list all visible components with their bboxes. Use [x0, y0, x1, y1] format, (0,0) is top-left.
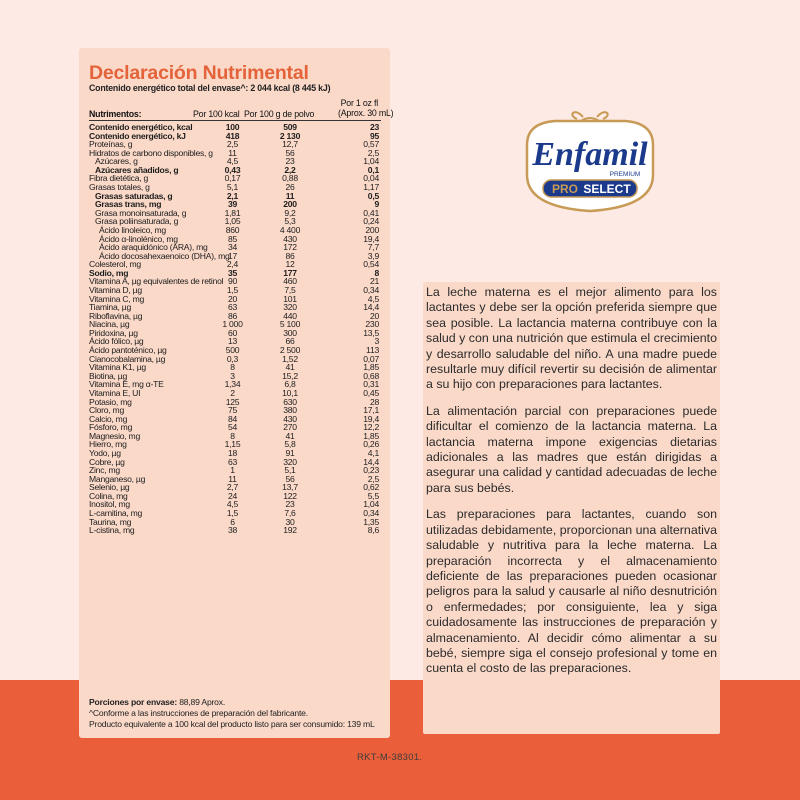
header-per-100kcal: Por 100 kcal [193, 109, 240, 119]
nutrient-name: Cloro, mg [89, 405, 124, 416]
value-per-100kcal: 100 [225, 122, 240, 132]
value-per-100g: 4 400 [279, 224, 301, 235]
nutrition-title: Declaración Nutrimental [89, 62, 309, 84]
nutrient-name: Contenido energético, kcal [89, 122, 193, 132]
value-per-100kcal: 5,1 [226, 182, 239, 193]
value-per-100kcal: 20 [227, 293, 238, 304]
nutrition-table [89, 123, 381, 535]
nutrient-name: Azúcares añadidos, g [95, 164, 179, 175]
header-divider [89, 120, 381, 121]
value-per-100g: 177 [283, 267, 297, 278]
servings-line [89, 697, 225, 707]
value-per-oz: 3 [374, 336, 379, 347]
value-per-oz: 0,68 [363, 370, 379, 381]
value-per-100g: 7,6 [284, 508, 296, 519]
value-per-100kcal: 4,5 [226, 499, 239, 510]
value-per-100kcal: 17 [227, 250, 238, 261]
value-per-oz: 2,5 [367, 147, 379, 158]
value-per-100kcal: 60 [227, 327, 238, 338]
value-per-oz: 1,85 [363, 362, 379, 373]
value-per-oz: 0,62 [363, 482, 379, 493]
value-per-oz: 0,31 [363, 379, 379, 390]
notice-paragraph-1: La leche materna es el mejor alimento para los lactantes y debe ser la opción preferida siempre que sea posible. La lactancia materna contribuye con la salud y con una nutrición que estimula el crecimiento y desarrollo saludable del niño. A una madre puede resultarle muy difícil revertir su decisión de alimentar a su hijo con preparaciones para lactantes. [426, 285, 717, 392]
value-per-oz: 13,5 [363, 327, 379, 338]
value-per-oz: 0,41 [363, 207, 379, 218]
nutrient-name: Sodio, mg [89, 267, 129, 278]
nutrient-name: L-cistina, mg [89, 525, 135, 536]
value-per-oz: 0,04 [363, 173, 379, 184]
logo-pro-text: PRO [551, 182, 579, 196]
value-per-oz: 0,34 [363, 284, 379, 295]
nutrient-name: Fósforo, mg [89, 422, 133, 433]
nutrient-name: Magnesio, mg [89, 430, 140, 441]
value-per-oz: 1,35 [363, 516, 379, 527]
value-per-100g: 172 [283, 242, 297, 253]
nutrient-name: Vitamina E, mg α-TE [89, 379, 164, 390]
value-per-100kcal: 85 [227, 233, 238, 244]
value-per-100g: 41 [285, 430, 295, 441]
value-per-oz: 14,4 [363, 302, 379, 313]
value-per-100g: 6,8 [284, 379, 296, 390]
value-per-oz: 0,26 [363, 439, 379, 450]
nutrient-name: Niacina, µg [89, 319, 130, 330]
value-per-100g: 2 130 [279, 130, 301, 141]
value-per-100kcal: 2,7 [226, 482, 239, 493]
value-per-100g: 13,7 [282, 482, 298, 493]
value-per-oz: 230 [365, 319, 379, 330]
value-per-100kcal: 35 [227, 267, 238, 278]
enfamil-logo [515, 105, 665, 215]
table-row [89, 509, 381, 518]
value-per-100kcal: 38 [227, 525, 238, 536]
value-per-100kcal: 1,81 [224, 207, 241, 218]
value-per-100g: 2 500 [279, 345, 301, 356]
header-per-oz-line1: Por 1 oz fl [340, 98, 378, 108]
nutrient-name: Grasas totales, g [89, 182, 150, 193]
value-per-100g: 30 [285, 516, 295, 527]
value-per-100g: 200 [283, 199, 297, 210]
value-per-100g: 91 [285, 447, 295, 458]
value-per-oz: 28 [369, 396, 379, 407]
nutrient-name: Proteínas, g [89, 139, 133, 150]
nutrient-name: Ácido fólico, µg [89, 336, 144, 347]
value-per-100g: 12,7 [282, 139, 298, 150]
equivalent-note: Producto equivalente a 100 kcal del producto listo para ser consumido: 139 mL [89, 719, 375, 729]
nutrient-name: Piridoxina, µg [89, 327, 138, 338]
value-per-oz: 23 [369, 122, 379, 132]
value-per-100g: 15,2 [282, 370, 298, 381]
nutrient-name: Cianocobalamina, µg [89, 353, 166, 364]
value-per-100g: 300 [283, 327, 297, 338]
value-per-oz: 2,5 [367, 473, 379, 484]
value-per-oz: 14,4 [363, 456, 379, 467]
value-per-100kcal: 1,34 [224, 379, 241, 390]
nutrient-name: Colina, mg [89, 490, 128, 501]
value-per-oz: 0,57 [363, 139, 379, 150]
value-per-oz: 1,17 [363, 182, 379, 193]
value-per-100kcal: 63 [227, 456, 238, 467]
value-per-100kcal: 13 [227, 336, 238, 347]
nutrient-name: Vitamina K1, µg [89, 362, 146, 373]
value-per-100kcal: 90 [227, 276, 238, 287]
nutrient-name: Tiamina, µg [89, 302, 132, 313]
value-per-oz: 0,23 [363, 465, 379, 476]
nutrient-name: Calcio, mg [89, 413, 128, 424]
nutrient-name: Hidratos de carbono disponibles, g [89, 147, 213, 158]
value-per-oz: 0,34 [363, 508, 379, 519]
value-per-oz: 4,1 [367, 447, 379, 458]
value-per-100g: 460 [283, 276, 297, 287]
nutrient-name: Grasa poliinsaturada, g [95, 216, 179, 227]
value-per-oz: 8 [374, 267, 379, 278]
value-per-oz: 12,2 [363, 422, 379, 433]
table-row [89, 363, 381, 372]
value-per-oz: 19,4 [363, 413, 379, 424]
value-per-100g: 66 [285, 336, 295, 347]
nutrient-name: Ácido araquidónico (ARA), mg [99, 242, 208, 253]
nutrient-name: Ácido pantoténico, µg [89, 345, 167, 356]
value-per-100g: 12 [285, 259, 295, 270]
value-per-oz: 7,7 [367, 242, 379, 253]
value-per-oz: 21 [369, 276, 379, 287]
value-per-100kcal: 11 [228, 147, 237, 158]
value-per-100kcal: 2 [230, 387, 235, 398]
value-per-100g: 509 [283, 122, 297, 132]
value-per-oz: 4,5 [367, 293, 379, 304]
table-row [89, 526, 381, 535]
value-per-100g: 5,8 [284, 439, 296, 450]
value-per-100kcal: 500 [225, 345, 240, 356]
value-per-100g: 86 [285, 250, 295, 261]
value-per-100g: 56 [285, 147, 295, 158]
value-per-100kcal: 0,43 [224, 164, 241, 175]
value-per-100kcal: 84 [227, 413, 238, 424]
value-per-oz: 0,24 [363, 216, 379, 227]
value-per-oz: 0,54 [363, 259, 379, 270]
value-per-100kcal: 8 [230, 430, 235, 441]
value-per-100g: 23 [285, 156, 295, 167]
servings-label: Porciones por envase: [89, 697, 177, 707]
logo-bow-icon [572, 112, 607, 121]
value-per-100g: 270 [283, 422, 297, 433]
value-per-oz: 0,5 [367, 190, 379, 201]
nutrient-name: Yodo, µg [89, 447, 121, 458]
value-per-100kcal: 34 [227, 242, 238, 253]
nutrient-name: Inositol, mg [89, 499, 130, 510]
nutrient-name: Manganeso, µg [89, 473, 146, 484]
value-per-100kcal: 2,4 [226, 259, 239, 270]
value-per-100kcal: 6 [230, 516, 235, 527]
value-per-100g: 320 [283, 302, 297, 313]
value-per-100kcal: 2,1 [226, 190, 239, 201]
notice-paragraph-3: Las preparaciones para lactantes, cuando son utilizadas debidamente, proporcionan una alternativa saludable y nutritiva para la leche materna. La preparación incorrecta y el almacenamiento deficiente de las preparaciones pueden ocasionar peligros para la salud y causarle al niño desnutrición o enfermedades; por consiguiente, lea y siga cuidadosamente las instrucciones de preparación y almacenamiento. Al decidir cómo alimentar a su bebé, siempre siga el consejo profesional y tome en cuenta el costo de las preparaciones. [426, 507, 717, 676]
value-per-100kcal: 860 [225, 224, 240, 235]
value-per-100g: 380 [283, 405, 297, 416]
value-per-100kcal: 2,5 [226, 139, 239, 150]
value-per-100kcal: 3 [230, 370, 235, 381]
nutrient-name: Hierro, mg [89, 439, 127, 450]
value-per-100kcal: 39 [227, 199, 238, 210]
nutrient-name: Vitamina E, UI [89, 387, 141, 398]
nutrient-name: Riboflavina, µg [89, 310, 143, 321]
value-per-oz: 8,6 [367, 525, 379, 536]
value-per-100g: 7,5 [284, 284, 296, 295]
value-per-oz: 0,07 [363, 353, 379, 364]
nutrient-name: Biotina, µg [89, 370, 128, 381]
nutrient-name: Grasa monoinsaturada, g [95, 207, 187, 218]
value-per-100g: 192 [283, 525, 297, 536]
value-per-100g: 56 [285, 473, 295, 484]
value-per-100g: 23 [285, 499, 295, 510]
value-per-100g: 5 100 [279, 319, 301, 330]
value-per-100kcal: 1,15 [224, 439, 241, 450]
value-per-100kcal: 1,5 [226, 508, 239, 519]
value-per-100kcal: 0,17 [224, 173, 241, 184]
value-per-100g: 41 [285, 362, 295, 373]
value-per-100kcal: 18 [227, 447, 238, 458]
value-per-100g: 320 [283, 456, 297, 467]
value-per-100kcal: 1 [230, 465, 235, 476]
header-nutrimentos: Nutrimentos: [89, 109, 142, 119]
value-per-oz: 20 [369, 310, 379, 321]
value-per-oz: 5,5 [367, 490, 379, 501]
value-per-100kcal: 54 [227, 422, 238, 433]
value-per-100g: 11 [285, 190, 295, 201]
value-per-100kcal: 418 [225, 130, 240, 141]
value-per-oz: 113 [366, 345, 379, 356]
value-per-100kcal: 24 [227, 490, 238, 501]
nutrient-name: Contenido energético, kJ [89, 130, 186, 141]
value-per-oz: 1,04 [363, 499, 379, 510]
value-per-oz: 17,1 [363, 405, 379, 416]
value-per-100kcal: 125 [225, 396, 240, 407]
header-per-oz [338, 98, 394, 118]
nutrient-name: Potasio, mg [89, 396, 132, 407]
nutrient-name: Grasas saturadas, g [95, 190, 173, 201]
nutrient-name: Ácido docosahexaenoico (DHA), mg [99, 250, 230, 261]
nutrient-name: Taurina, mg [89, 516, 132, 527]
nutrient-name: Zinc, mg [89, 465, 120, 476]
nutrient-name: Fibra dietética, g [89, 173, 149, 184]
value-per-oz: 1,85 [363, 430, 379, 441]
value-per-100kcal: 0,3 [226, 353, 239, 364]
nutrient-name: Selenio, µg [89, 482, 130, 493]
value-per-100g: 0,88 [282, 173, 298, 184]
value-per-oz: 0,1 [367, 164, 379, 175]
value-per-oz: 9 [374, 199, 379, 210]
value-per-100kcal: 1 000 [222, 319, 243, 330]
value-per-100kcal: 75 [227, 405, 238, 416]
nutrient-name: Ácido α-linolénico, mg [99, 233, 178, 244]
logo-brand-text: Enfamil [532, 136, 648, 173]
nutrient-name: Vitamina C, mg [89, 293, 145, 304]
nutrient-name: Azúcares, g [95, 156, 138, 167]
value-per-100g: 440 [283, 310, 297, 321]
nutrient-name: Grasas trans, mg [95, 199, 162, 210]
value-per-100kcal: 1,05 [224, 216, 241, 227]
table-row [89, 458, 381, 467]
value-per-oz: 3,9 [367, 250, 379, 261]
nutrient-name: L-carnitina, mg [89, 508, 143, 519]
servings-value: 88,89 Aprox. [179, 697, 226, 707]
value-per-100g: 9,2 [284, 207, 296, 218]
value-per-oz: 19,4 [363, 233, 379, 244]
value-per-100g: 101 [283, 293, 297, 304]
header-per-oz-line2: (Aprox. 30 mL) [338, 108, 394, 118]
value-per-100g: 430 [283, 413, 297, 424]
value-per-100g: 5,1 [284, 465, 296, 476]
value-per-oz: 95 [369, 130, 379, 141]
value-per-100kcal: 8 [230, 362, 235, 373]
value-per-100g: 430 [283, 233, 297, 244]
value-per-oz: 200 [365, 224, 379, 235]
value-per-100g: 122 [283, 490, 297, 501]
value-per-100g: 2,2 [284, 164, 296, 175]
nutrient-name: Vitamina A, µg equivalentes de retinol [89, 276, 224, 287]
value-per-100kcal: 4,5 [226, 156, 239, 167]
header-per-100g: Por 100 g de polvo [244, 109, 315, 119]
preparation-note: ^Conforme a las instrucciones de preparación del fabricante. [89, 708, 308, 718]
nutrient-name: Vitamina D, µg [89, 284, 142, 295]
value-per-100g: 5,3 [284, 216, 296, 227]
value-per-100g: 630 [283, 396, 297, 407]
breastfeeding-notice [423, 282, 720, 734]
value-per-100g: 10,1 [282, 387, 298, 398]
value-per-oz: 1,04 [363, 156, 379, 167]
product-code: RKT-M-38301. [357, 752, 423, 763]
value-per-100kcal: 86 [227, 310, 238, 321]
logo-premium-text: PREMIUM [609, 171, 641, 178]
nutrient-name: Colesterol, mg [89, 259, 141, 270]
value-per-100g: 1,52 [282, 353, 298, 364]
value-per-100kcal: 11 [228, 473, 237, 484]
value-per-100kcal: 1,5 [226, 284, 239, 295]
value-per-100g: 26 [285, 182, 295, 193]
notice-paragraph-2: La alimentación parcial con preparaciones puede dificultar el comienzo de la lactancia materna. La lactancia materna impone exigencias dietarias adicionales a las madres que están dirigidas a asegurar una calidad y cantidad adecuadas de leche para sus bebés. [426, 403, 717, 495]
nutrient-name: Ácido linoleico, mg [99, 224, 166, 235]
value-per-100kcal: 63 [227, 302, 238, 313]
nutrient-name: Cobre, µg [89, 456, 125, 467]
value-per-oz: 0,45 [363, 387, 379, 398]
logo-select-text: SELECT [583, 182, 631, 196]
energy-total-subtitle: Contenido energético total del envase^: 2 044 kcal (8 445 kJ) [89, 83, 331, 93]
